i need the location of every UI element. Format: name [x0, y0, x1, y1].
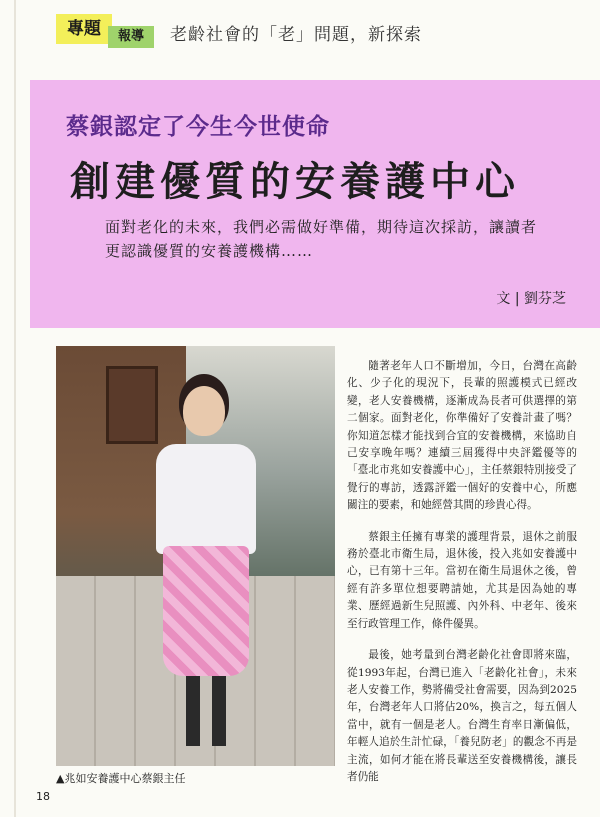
portrait-photo [56, 346, 335, 766]
page-fold [14, 0, 16, 817]
article-lead: 面對老化的未來，我們必需做好準備，期待這次採訪，讓讀者更認識優質的安養護機構…… [105, 218, 538, 260]
article-paragraph: 蔡銀主任擁有專業的護理背景，退休之前服務於臺北市衛生局，退休後，投入兆如安養護中心，已有第十三年。當初在衛生局退休之後，曾經有許多單位想要聘請她，尤其是因為她的專業、歷經過新生兒照護、內外科、中老年、後來至行政管理工作，條件優異。 [347, 530, 577, 630]
article-author: 文 | 劉芬芝 [496, 291, 566, 307]
photo-person [151, 386, 261, 756]
person-dress [163, 546, 249, 676]
person-jacket [156, 444, 256, 554]
article-title: 創建優質的安養護中心 [70, 159, 520, 205]
person-head [183, 386, 225, 436]
tag-primary: 專題 [56, 14, 112, 44]
article-body [347, 358, 577, 786]
photo-caption: ▲兆如安養護中心蔡銀主任 [56, 772, 186, 785]
article-subtitle: 蔡銀認定了今生今世使命 [66, 114, 330, 140]
article-paragraph: 隨著老年人口不斷增加，今日，台灣在高齡化、少子化的現況下，長輩的照護模式已經改變，老人安養機構，逐漸成為長者可供選擇的第二個家。面對老化，你準備好了安養計畫了嗎？你知道怎樣才能找到合宜的安養機構，來協助自己安享晚年嗎？連續三屆獲得中央評鑑優等的「臺北市兆如安養護中心」，主任蔡銀特別接受了覺行的專訪，透露評鑑一個好的安養中心，所應關注的要素，和她經營其間的珍貴心得。 [347, 360, 577, 512]
tag-secondary: 報導 [108, 26, 154, 48]
person-legs [186, 676, 226, 746]
article-paragraph: 最後，她考量到台灣老齡化社會即將來臨，從1993年起，台灣已進入「老齡化社會」，未來老人安養工作，勢將備受社會需要，因為到2025年，台灣老年人口將佔20%，換言之，每五個人當中，就有一個是老人。台灣生育率日漸偏低，年輕人追於生計忙碌，「養兒防老」的觀念不再是主流，如何才能在將長輩送至安養機構後，讓長者仍能 [347, 649, 577, 783]
page-number: 18 [36, 790, 50, 803]
header-title: 老齡社會的「老」問題，新探索 [170, 25, 422, 45]
